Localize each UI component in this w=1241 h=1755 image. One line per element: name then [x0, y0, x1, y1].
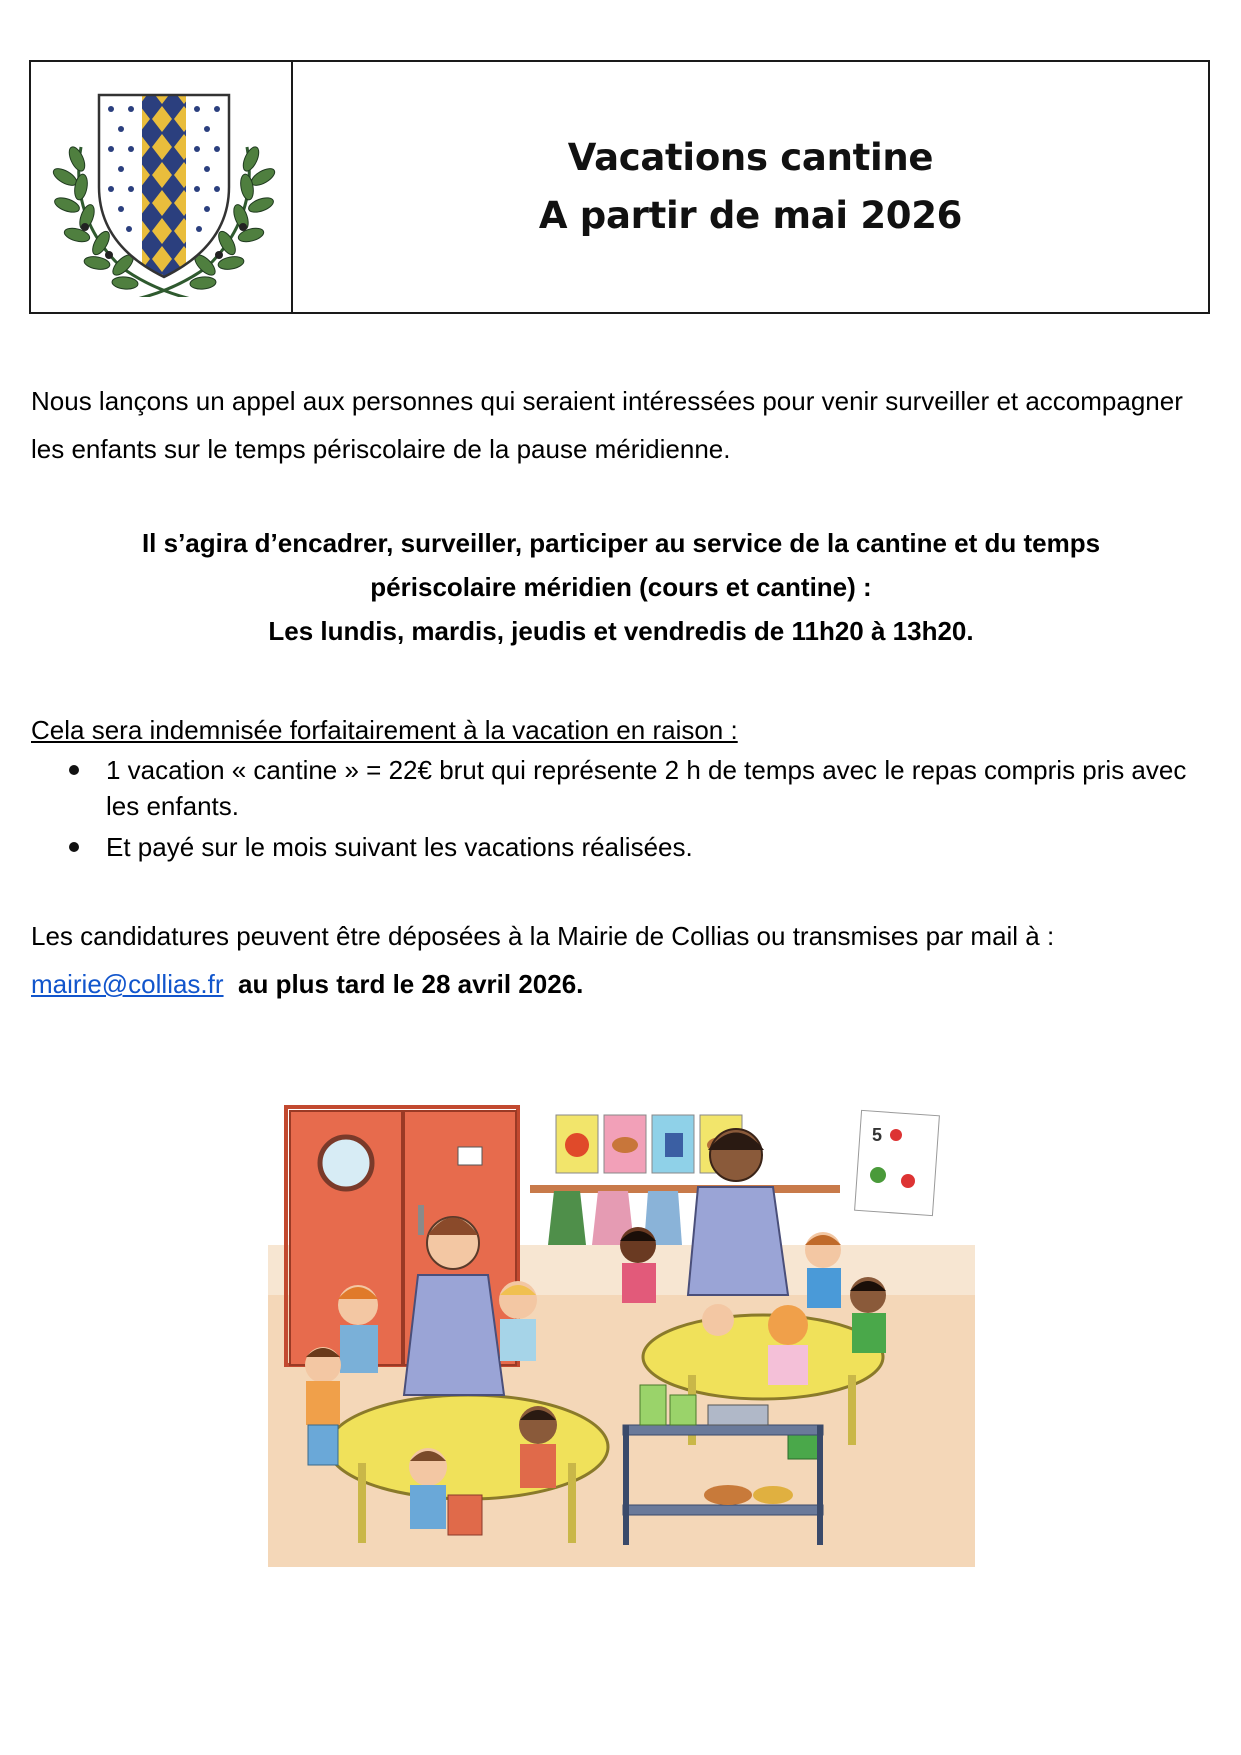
list-item: [31, 829, 1211, 865]
application-contact: [31, 960, 1211, 1008]
payment-list: [31, 752, 1211, 870]
list-item: [31, 752, 1211, 824]
mission-paragraph: [31, 521, 1211, 653]
deadline-text: au plus tard le 28 avril 2026.: [238, 969, 584, 999]
header-box: [29, 60, 1210, 314]
canteen-illustration: [268, 1095, 975, 1567]
mission-line-3: Les lundis, mardis, jeudis et vendredis de 11h20 à 13h20.: [268, 616, 974, 646]
payment-item-1: 1 vacation « cantine » = 22€ brut qui représente 2 h de temps avec le repas compris pris avec les enfants.: [106, 755, 1187, 821]
title-cell: [293, 62, 1208, 312]
bullet-icon: [69, 842, 79, 852]
payment-item-2: Et payé sur le mois suivant les vacations réalisées.: [106, 832, 693, 862]
coat-of-arms-logo: [41, 77, 281, 297]
title-line-2: A partir de mai 2026: [538, 194, 963, 237]
intro-paragraph: Nous lançons un appel aux personnes qui seraient intéressées pour venir surveiller et accompagner les enfants sur le temps périscolaire de la pause méridienne.: [31, 386, 1183, 464]
shield-icon: [99, 95, 229, 285]
logo-cell: [31, 62, 293, 312]
payment-heading: Cela sera indemnisée forfaitairement à la vacation en raison :: [31, 715, 738, 745]
email-link[interactable]: mairie@collias.fr: [31, 969, 224, 999]
poster-number: 5: [872, 1125, 883, 1145]
application-text: Les candidatures peuvent être déposées à la Mairie de Collias ou transmises par mail à :: [31, 921, 1055, 951]
bullet-icon: [69, 765, 79, 775]
application-paragraph: [31, 912, 1211, 1008]
mission-line-1: Il s’agira d’encadrer, surveiller, participer au service de la cantine et du temps: [141, 528, 1101, 558]
mission-line-2: périscolaire méridien (cours et cantine) :: [370, 572, 872, 602]
nutrition-poster-icon: [855, 1110, 940, 1215]
title-line-1: Vacations cantine: [567, 136, 934, 179]
